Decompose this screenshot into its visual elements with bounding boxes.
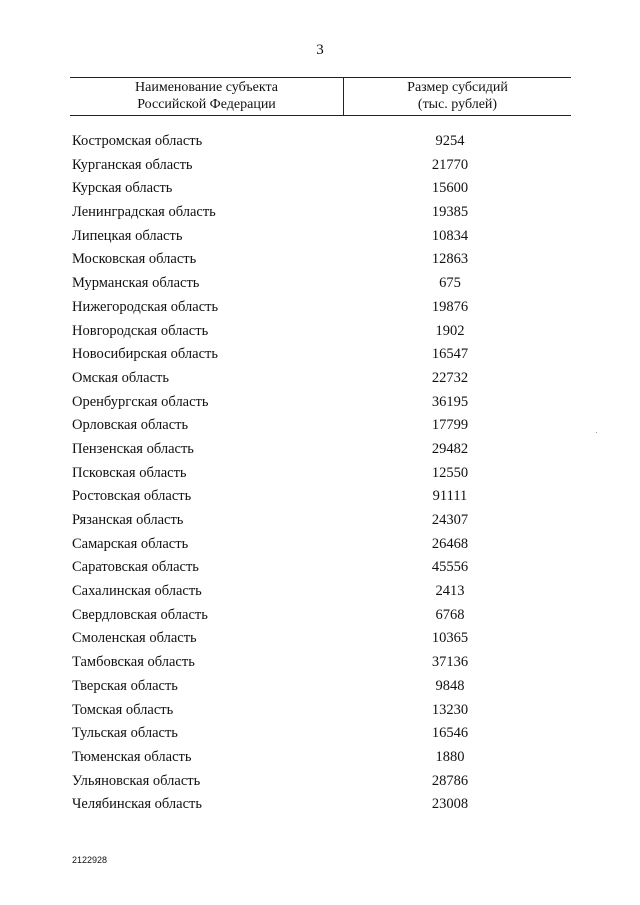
scan-speck	[596, 432, 597, 433]
table-row	[0, 437, 640, 461]
region-name: Орловская область	[72, 417, 189, 434]
header-value-column	[344, 78, 571, 115]
table-row	[0, 153, 640, 177]
subsidy-value: 29482	[431, 440, 469, 457]
region-name: Липецкая область	[72, 227, 183, 244]
region-name: Псковская область	[72, 464, 187, 481]
table-row	[0, 484, 640, 508]
subsidy-value: 9848	[435, 677, 465, 694]
subsidy-value: 26468	[431, 535, 469, 552]
region-name: Тверская область	[72, 677, 178, 694]
subsidy-value: 675	[439, 275, 461, 292]
subsidy-value: 16547	[431, 346, 469, 363]
subsidy-value: 13230	[431, 701, 469, 718]
table-row	[0, 674, 640, 698]
table-row	[0, 247, 640, 271]
table-row	[0, 366, 640, 390]
table-body	[0, 129, 640, 816]
table-row	[0, 176, 640, 200]
header-name-column	[70, 78, 344, 115]
table-row	[0, 413, 640, 437]
region-name: Томская область	[72, 701, 174, 718]
table-header	[70, 77, 571, 116]
table-row	[0, 319, 640, 343]
subsidy-value: 15600	[431, 180, 469, 197]
table-row	[0, 650, 640, 674]
region-name: Пензенская область	[72, 440, 194, 457]
table-row	[0, 461, 640, 485]
subsidy-value: 22732	[431, 369, 469, 386]
subsidy-value: 1880	[435, 748, 465, 765]
subsidy-value: 9254	[435, 133, 465, 149]
table-row	[0, 792, 640, 816]
region-name: Омская область	[72, 369, 169, 386]
subsidy-value: 2413	[435, 583, 465, 600]
table-row	[0, 626, 640, 650]
subsidy-value: 19385	[431, 204, 469, 221]
region-name: Костромская область	[72, 133, 203, 149]
table-row	[0, 745, 640, 769]
region-name: Тульская область	[72, 725, 178, 742]
table-row	[0, 721, 640, 745]
subsidy-value: 36195	[431, 393, 469, 410]
subsidy-value: 1902	[435, 322, 465, 339]
header-value-line1: Размер субсидий	[407, 80, 508, 95]
region-name: Ленинградская область	[72, 204, 216, 221]
table-row	[0, 603, 640, 627]
region-name: Нижегородская область	[72, 298, 219, 315]
footer-code: 2122928	[72, 855, 108, 865]
region-name: Мурманская область	[72, 275, 200, 292]
region-name: Сахалинская область	[72, 583, 202, 600]
table-row	[0, 579, 640, 603]
subsidy-value: 91111	[432, 488, 468, 505]
subsidy-value: 6768	[435, 606, 465, 623]
region-name: Курганская область	[72, 156, 193, 173]
table-row	[0, 532, 640, 556]
region-name: Московская область	[72, 251, 197, 268]
table-row	[0, 271, 640, 295]
region-name: Челябинская область	[72, 796, 202, 813]
subsidy-value: 19876	[431, 298, 469, 315]
table-row	[0, 342, 640, 366]
subsidy-value: 37136	[431, 654, 469, 671]
page-number: 3	[316, 42, 324, 58]
header-name-line2: Российской Федерации	[137, 97, 276, 112]
table-row	[0, 555, 640, 579]
subsidy-value: 17799	[431, 417, 469, 434]
subsidy-value: 23008	[431, 796, 469, 813]
table-row	[0, 698, 640, 722]
region-name: Саратовская область	[72, 559, 199, 576]
region-name: Новгородская область	[72, 322, 209, 339]
header-name-line1: Наименование субъекта	[135, 80, 278, 95]
region-name: Оренбургская область	[72, 393, 209, 410]
region-name: Тюменская область	[72, 748, 192, 765]
region-name: Тамбовская область	[72, 654, 195, 671]
subsidy-value: 12863	[431, 251, 469, 268]
subsidy-value: 28786	[431, 772, 469, 789]
subsidy-value: 45556	[431, 559, 469, 576]
table-row	[0, 769, 640, 793]
region-name: Самарская область	[72, 535, 189, 552]
subsidy-value: 16546	[431, 725, 469, 742]
table-row	[0, 224, 640, 248]
region-name: Курская область	[72, 180, 173, 197]
subsidy-value: 12550	[431, 464, 469, 481]
table-row	[0, 129, 640, 153]
region-name: Ростовская область	[72, 488, 192, 505]
region-name: Ульяновская область	[72, 772, 201, 789]
subsidy-value: 24307	[431, 512, 469, 528]
subsidy-value: 21770	[431, 156, 469, 173]
region-name: Смоленская область	[72, 630, 197, 647]
region-name: Свердловская область	[72, 606, 208, 623]
region-name: Новосибирская область	[72, 346, 218, 363]
region-name: Рязанская область	[72, 512, 184, 528]
subsidy-value: 10834	[431, 227, 469, 244]
header-value-line2: (тыс. рублей)	[417, 97, 498, 112]
table-row	[0, 390, 640, 414]
table-row	[0, 200, 640, 224]
table-row	[0, 508, 640, 532]
table-row	[0, 295, 640, 319]
subsidy-value: 10365	[431, 630, 469, 647]
